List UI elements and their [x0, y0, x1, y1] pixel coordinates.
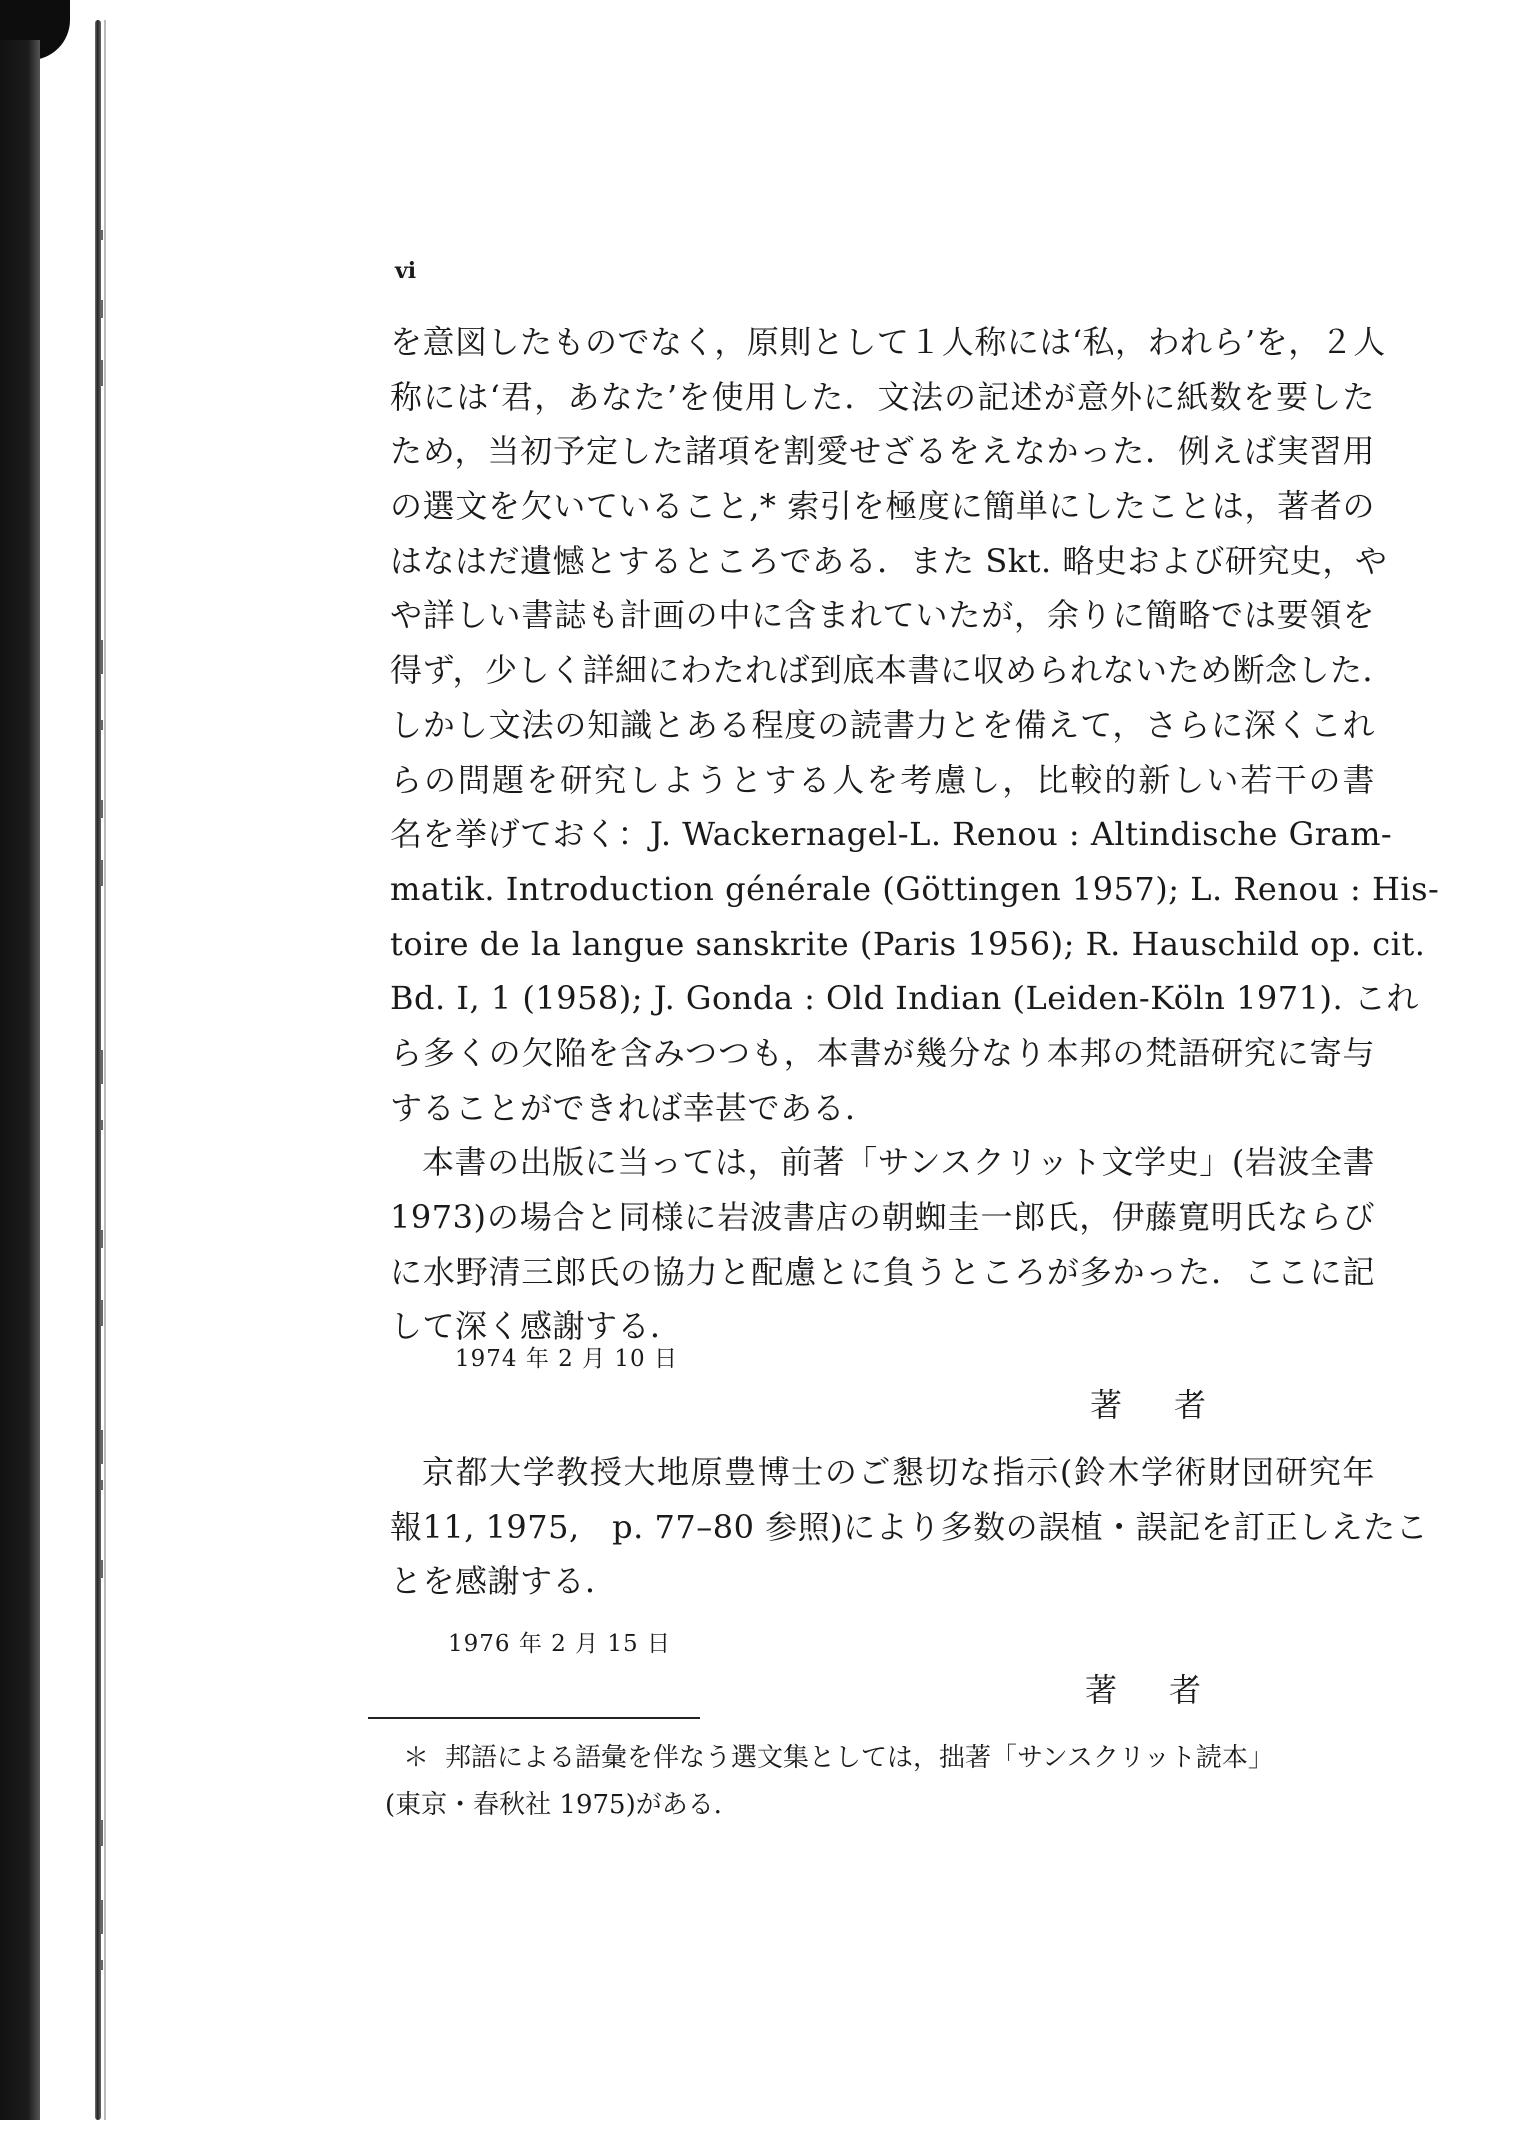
book-binding-edge — [0, 0, 130, 2148]
binding-shadow — [0, 40, 40, 2120]
footnote — [385, 1735, 1370, 1829]
binding-crease-highlight — [104, 20, 106, 2120]
footnote-marker: ＊ — [403, 1743, 430, 1773]
scan-speck — [100, 640, 103, 674]
scan-speck — [100, 1050, 103, 1084]
scan-speck — [100, 360, 103, 386]
author-signature-2: 著者 — [1085, 1671, 1254, 1709]
text-line: 京都大学教授大地原豊博士のご懇切な指示(鈴木学術財団研究年 — [422, 1453, 1375, 1491]
page-number: vi — [395, 258, 417, 284]
text-line: することができれば幸甚である． — [390, 1088, 878, 1127]
scan-speck — [100, 1430, 103, 1464]
preface-text — [390, 315, 1440, 1354]
text-line: とを感謝する． — [390, 1562, 618, 1601]
scan-speck — [100, 1900, 103, 1934]
scan-speck — [100, 860, 103, 886]
paragraph-2 — [390, 1135, 1375, 1354]
footnote-rule — [368, 1717, 700, 1719]
date-1976: 1976 年 2 月 15 日 — [448, 1631, 671, 1657]
text-line: toire de la langue sanskrite (Paris 1956); R. Hauschild op. cit. — [390, 924, 1426, 963]
footnote-line — [385, 1735, 1370, 1782]
addendum-text — [390, 1445, 1429, 1609]
text-line: はなはだ遺憾とするところである．また Skt. 略史および研究史，や — [390, 541, 1388, 580]
scan-speck — [100, 1480, 103, 1490]
text-line: 本書の出版に当っては，前著「サンスクリット文学史」(岩波全書 — [422, 1143, 1375, 1182]
text-line: 称には‘君，あなた’を使用した．文法の記述が意外に紙数を要した — [390, 377, 1375, 416]
text-line: ら多くの欠陥を含みつつも，本書が幾分なり本邦の梵語研究に寄与 — [390, 1033, 1375, 1072]
footnote-text: 邦語による語彙を伴なう選文集としては，拙著「サンスクリット読本」 — [445, 1743, 1274, 1773]
text-line: らの問題を研究しようとする人を考慮し，比較的新しい若干の書 — [390, 760, 1375, 799]
text-line: 報11, 1975, p. 77–80 参照)により多数の誤植・誤記を訂正しえたこ — [390, 1507, 1429, 1546]
paragraph-1 — [390, 315, 1440, 1135]
scan-speck — [100, 1960, 103, 1970]
scan-speck — [100, 1300, 103, 1326]
date-1974: 1974 年 2 月 10 日 — [455, 1346, 678, 1372]
scan-speck — [100, 1820, 103, 1846]
author-signature-1: 著者 — [1090, 1386, 1259, 1424]
text-line: しかし文法の知識とある程度の読書力とを備えて，さらに深くこれ — [390, 705, 1375, 744]
scan-speck — [100, 230, 103, 240]
text-line: Bd. I, 1 (1958); J. Gonda : Old Indian (Leiden-Köln 1971). これ — [390, 979, 1419, 1018]
scan-speck — [100, 1230, 103, 1248]
text-line: して深く感謝する． — [390, 1307, 683, 1346]
text-line: 名を挙げておく：J. Wackernagel-L. Renou : Altindische Gram- — [390, 815, 1393, 854]
footnote-line: (東京・春秋社 1975)がある． — [385, 1790, 740, 1820]
scan-speck — [100, 300, 103, 318]
text-line: の選文を欠いていること,* 索引を極度に簡単にしたことは，著者の — [390, 487, 1375, 526]
scan-speck — [100, 1560, 103, 1578]
text-line: に水野清三郎氏の協力と配慮とに負うところが多かった．ここに記 — [390, 1252, 1375, 1291]
text-line: ため，当初予定した諸項を割愛せざるをえなかった．例えば実習用 — [390, 432, 1375, 471]
scan-speck — [100, 1120, 103, 1130]
scan-speck — [100, 800, 103, 818]
scan-speck — [100, 720, 103, 730]
text-line: 1973)の場合と同様に岩波書店の朝蜘圭一郎氏，伊藤寛明氏ならび — [390, 1198, 1375, 1236]
text-line: matik. Introduction générale (Göttingen 1957); L. Renou : His- — [390, 869, 1440, 908]
text-line: 得ず，少しく詳細にわたれば到底本書に収められないため断念した． — [390, 651, 1395, 690]
text-line: を意図したものでなく，原則として１人称には‘私，われら’を，２人 — [390, 323, 1386, 361]
text-line: や詳しい書誌も計画の中に含まれていたが，余りに簡略では要領を — [390, 596, 1375, 635]
